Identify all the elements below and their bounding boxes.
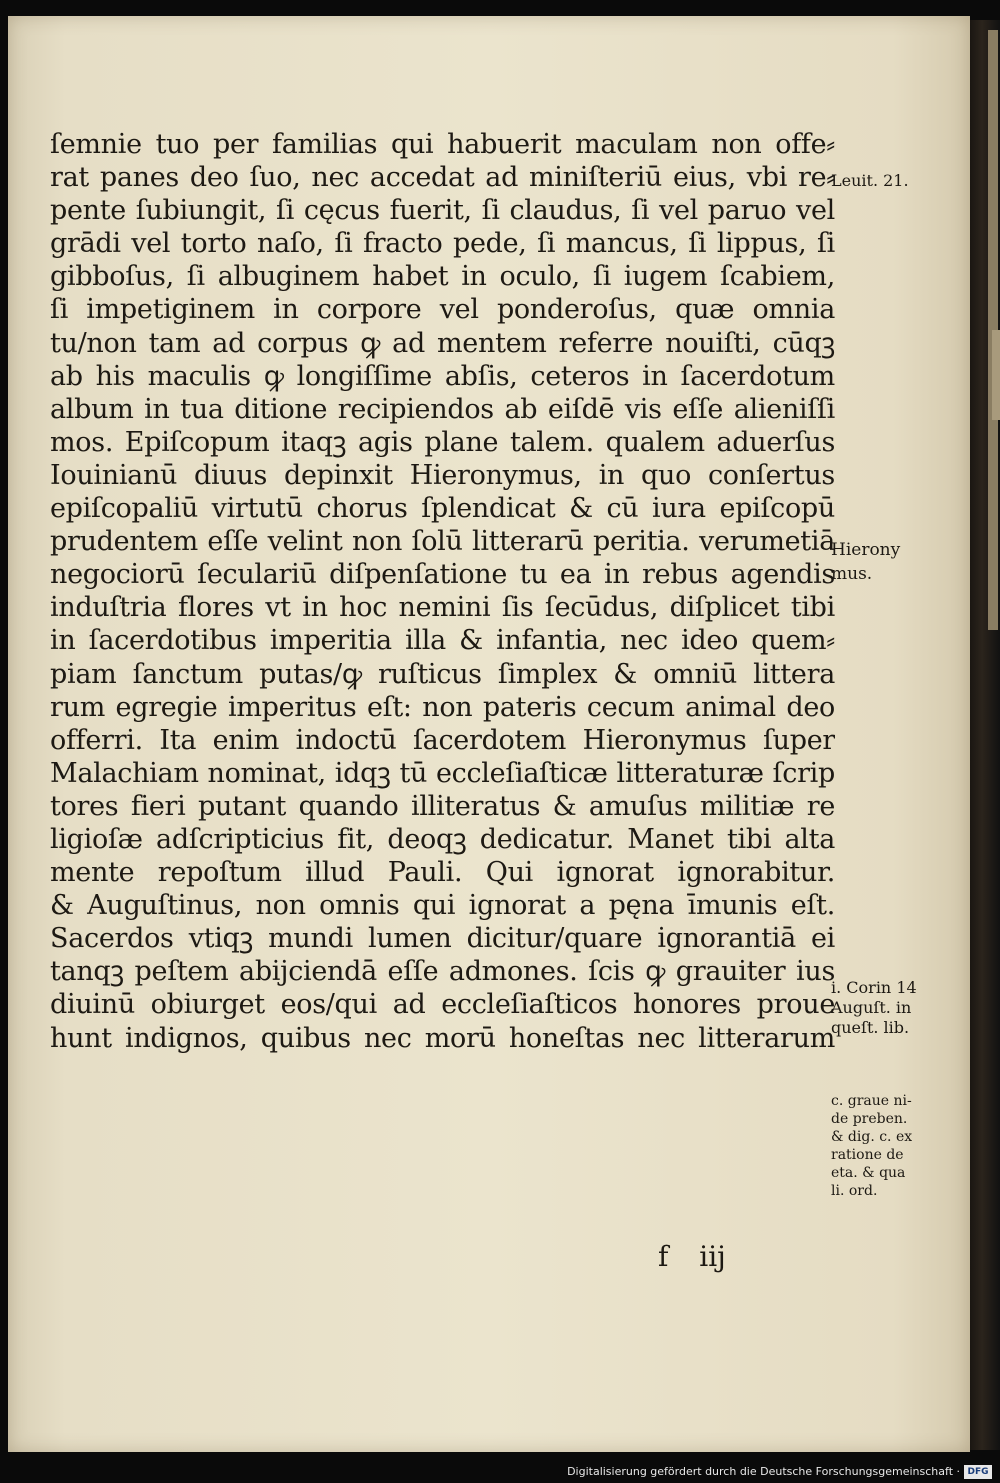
dfg-logo: DFG [964,1465,992,1479]
text-line: gibboſus, ſi albuginem habet in oculo, ſi iugem ſcabiem, [50,261,835,293]
marginal-line: queſt. lib. [831,1018,910,1037]
signature-mark: f iij [658,1240,726,1273]
text-line: ligioſæ adſcripticius fit, deoqꝫ dedicatur. Manet tibi alta [50,823,835,855]
text-line: offerri. Ita enim indoctū ſacerdotem Hieronymus ſuper [50,724,835,756]
marginal-note-graue [831,1092,912,1200]
text-line: rat panes deo ſuo, nec accedat ad miniſteriū eius, vbi re⸗ [50,162,835,194]
text-line: tores fieri putant quando illiteratus & amuſus militiæ re [50,790,835,822]
text-line: pente ſubiungit, ſi cęcus fuerit, ſi claudus, ſi vel paruo vel [50,195,835,227]
text-line: grādi vel torto naſo, ſi fracto pede, ſi mancus, ſi lippus, ſi [50,228,835,260]
text-line: Malachiam nominat, idqꝫ tū eccleſiaſticæ litteraturæ ſcrip [50,757,835,789]
main-text-block [50,128,835,1055]
text-line: Iouinianū diuus depinxit Hieronymus, in quo conſertus [50,459,835,491]
text-line: ſemnie tuo per familias qui habuerit maculam non offe⸗ [50,129,835,160]
marginal-line: & dig. c. ex [831,1129,913,1145]
page-edge-sliver-2 [992,330,1000,420]
marginal-line: de preben. [831,1111,908,1127]
marginal-line: ratione de [831,1147,904,1163]
footer-credit: Digitalisierung gefördert durch die Deutsche Forschungsgemeinschaft · [567,1465,960,1478]
marginal-line: li. ord. [831,1183,878,1199]
marginal-note-hieronymus [831,538,900,586]
marginal-line: Auguſt. in [831,998,912,1017]
text-line: in ſacerdotibus imperitia illa & infantia, nec ideo quem⸗ [50,625,835,657]
text-line: mente repoſtum illud Pauli. Qui ignorat ignorabitur. [50,857,835,889]
text-line: & Auguſtinus, non omnis qui ignorat a pęna īmunis eſt. [50,890,835,922]
text-line: prudentem eſſe velint non ſolū litterarū peritia. verumetiā [50,526,835,558]
text-line: mos. Epiſcopum itaqꝫ agis plane talem. qualem aduerſus [50,426,835,458]
text-line: tanqꝫ peſtem abijciendā eſſe admones. ſcis ꝙ grauiter ius [50,956,835,988]
text-line: hunt indignos, quibus nec morū honeſtas nec litterarum [50,1022,835,1054]
marginal-line: Leuit. 21. [831,171,909,190]
text-line: ab his maculis ꝙ longiſſime abſis, ceteros in ſacerdotum [50,360,835,392]
marginal-line: eta. & qua [831,1165,906,1181]
text-line: negociorū ſeculariū diſpenſatione tu ea in rebus agendis [50,559,835,591]
marginal-note-corinthians [831,978,917,1038]
text-line: rum egregie imperitus eſt: non pateris cecum animal deo [50,691,835,723]
marginal-line: Hierony [831,540,901,560]
text-line: piam ſanctum putas/ꝙ ruſticus ſimplex & omniū littera [50,658,835,690]
marginal-note-leuit [831,170,909,192]
marginal-line: c. graue ni- [831,1093,912,1109]
marginal-line: i. Corin 14 [831,978,917,997]
text-line: ſi impetiginem in corpore vel ponderoſus, quæ omnia [50,294,835,326]
text-line: epiſcopaliū virtutū chorus ſplendicat & cū iura epiſcopū [50,493,835,525]
text-line: Sacerdos vtiqꝫ mundi lumen dicitur/quare ignorantiā ei [50,923,835,955]
text-line: induſtria flores vt in hoc nemini ſis ſecūdus, diſplicet tibi [50,592,835,624]
marginal-line: mus. [831,564,873,584]
text-line: diuinū obiurget eos/qui ad eccleſiaſticos honores proue [50,989,835,1021]
text-line: tu/non tam ad corpus ꝙ ad mentem referre nouiſti, cūqꝫ [50,327,835,359]
text-line: album in tua ditione recipiendos ab eiſdē vis eſſe alieniſſi [50,393,835,425]
